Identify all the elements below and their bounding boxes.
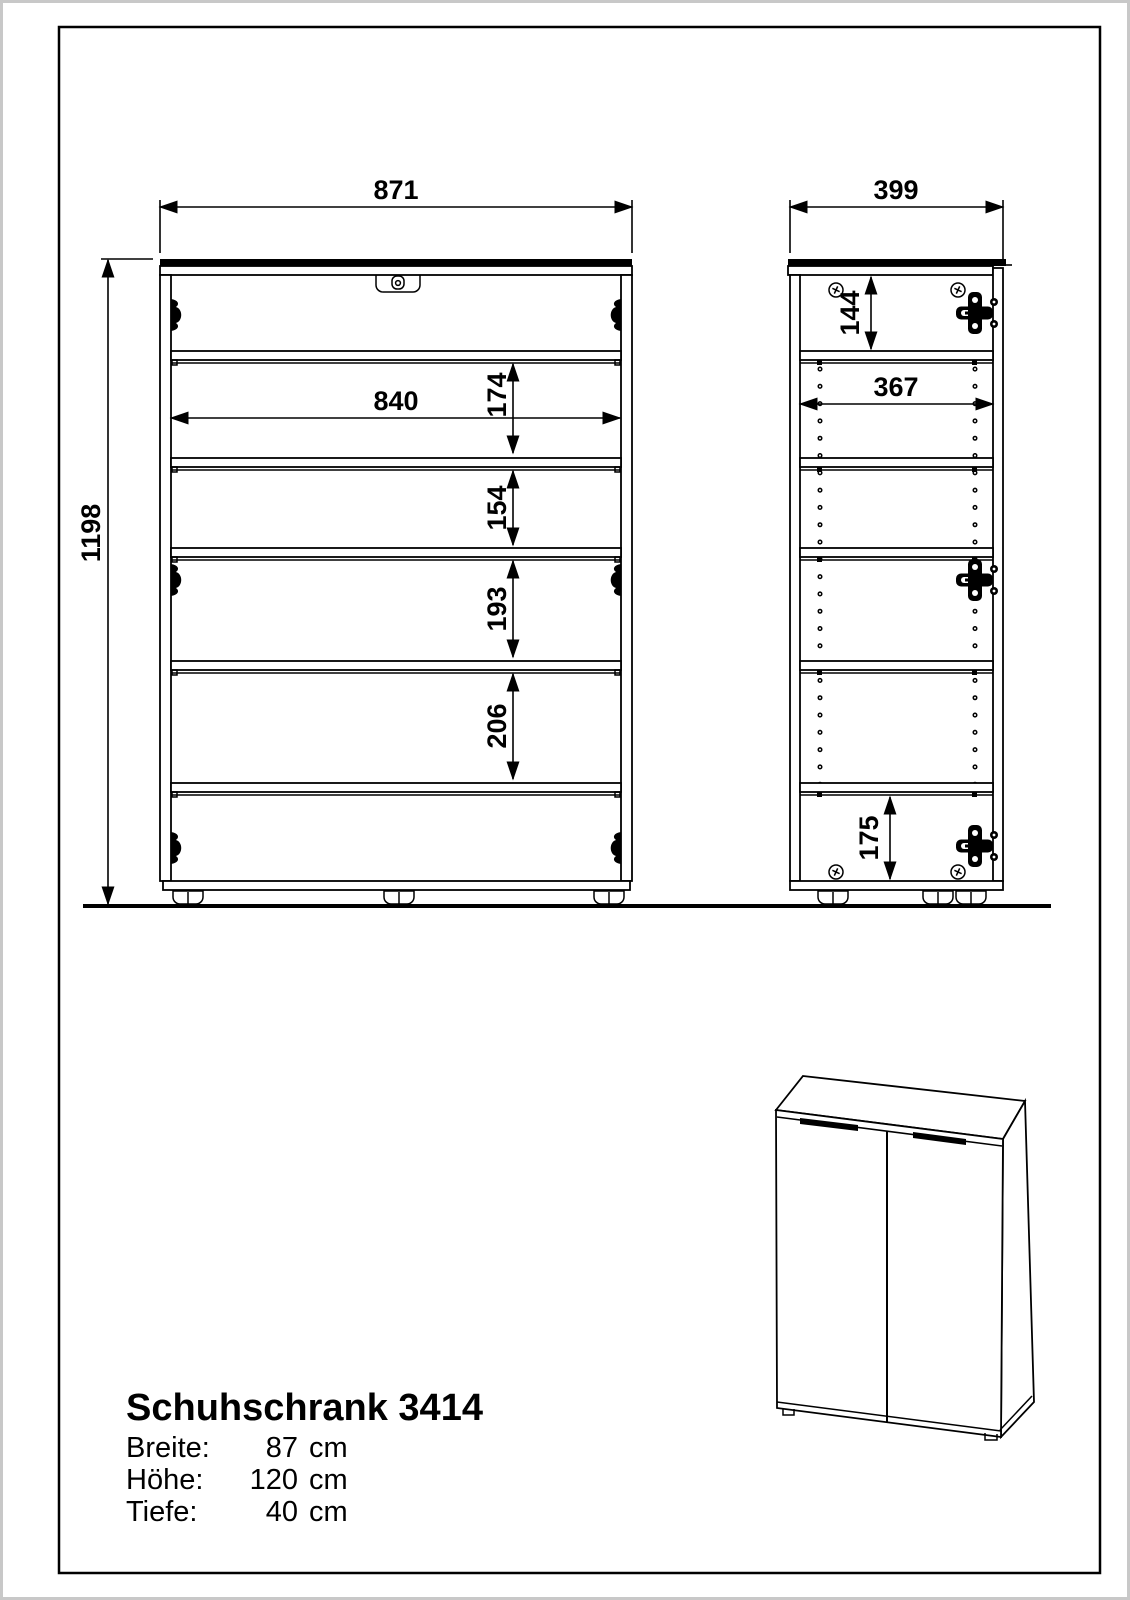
screw-icon: [951, 283, 965, 297]
spec-label: Höhe:: [126, 1464, 204, 1496]
spec-value: 120: [249, 1464, 298, 1496]
shelf: [800, 351, 993, 365]
hinge-icon: [171, 564, 181, 596]
keyhole-icon: [392, 276, 404, 289]
shelf: [171, 458, 621, 472]
dim-bottom-offset: 175: [854, 815, 884, 861]
top-panel-band: [160, 266, 632, 275]
dim-overall-depth: 399: [873, 175, 919, 205]
shelf: [800, 548, 993, 562]
shelf: [800, 783, 993, 797]
hinge-icon: [611, 564, 621, 596]
shelf: [171, 548, 621, 562]
top-panel-edge: [788, 259, 1006, 266]
top-panel-edge: [160, 259, 632, 266]
bottom-panel-band: [790, 881, 1003, 890]
screw-icon: [829, 865, 843, 879]
left-side-panel: [160, 275, 171, 881]
cabinet-side-face: [1001, 1101, 1034, 1437]
spec-value: 40: [265, 1496, 298, 1528]
dim-inner-width: 840: [373, 386, 419, 416]
dim-shelf-gap-4: 206: [482, 703, 512, 749]
foot-glide-icon: [594, 891, 624, 904]
dim-shelf-gap-3: 193: [482, 586, 512, 632]
hinge-icon: [956, 292, 998, 334]
right-side-panel: [621, 275, 632, 881]
dim-top-offset: 144: [835, 290, 865, 336]
shelf: [171, 661, 621, 675]
dim-overall-width: 871: [373, 175, 419, 205]
screw-icon: [951, 865, 965, 879]
back-panel: [790, 275, 800, 881]
dim-inner-depth: 367: [873, 372, 919, 402]
hinge-icon: [171, 299, 181, 331]
spec-unit: cm: [309, 1432, 348, 1464]
dim-shelf-gap-1: 174: [482, 372, 512, 418]
technical-drawing: [3, 3, 1130, 1600]
hinge-icon: [171, 832, 181, 864]
hinge-icon: [611, 832, 621, 864]
spec-value: 87: [265, 1432, 298, 1464]
perspective-view: [776, 1076, 1034, 1440]
hinge-icon: [956, 559, 998, 601]
spec-label: Tiefe:: [126, 1496, 198, 1528]
foot-glide-icon: [384, 891, 414, 904]
shelf: [800, 661, 993, 675]
side-view: [788, 175, 1012, 904]
dim-shelf-gap-2: 154: [482, 485, 512, 531]
hinge-icon: [956, 825, 998, 867]
front-view: [76, 175, 632, 904]
cabinet-front-face: [776, 1110, 1003, 1437]
spec-label: Breite:: [126, 1432, 210, 1464]
product-info: [126, 1389, 483, 1528]
door-handle-icon: [376, 275, 420, 292]
shelf: [171, 783, 621, 797]
door-panel: [993, 268, 1003, 881]
foot-glide-icon: [173, 891, 203, 904]
spec-unit: cm: [309, 1464, 348, 1496]
shelf: [171, 351, 621, 365]
spec-unit: cm: [309, 1496, 348, 1528]
top-panel-band: [788, 266, 993, 275]
product-title: Schuhschrank 3414: [126, 1387, 483, 1429]
foot-glide-icon: [923, 891, 953, 904]
dim-overall-height: 1198: [76, 503, 106, 563]
foot-glide-icon: [956, 891, 986, 904]
spec-row-breite: [126, 1432, 483, 1464]
spec-row-hoehe: [126, 1464, 483, 1496]
bottom-panel-band: [163, 881, 630, 890]
shelf: [800, 458, 993, 472]
spec-row-tiefe: [126, 1496, 483, 1528]
hinge-icon: [611, 299, 621, 331]
foot-glide-icon: [818, 891, 848, 904]
